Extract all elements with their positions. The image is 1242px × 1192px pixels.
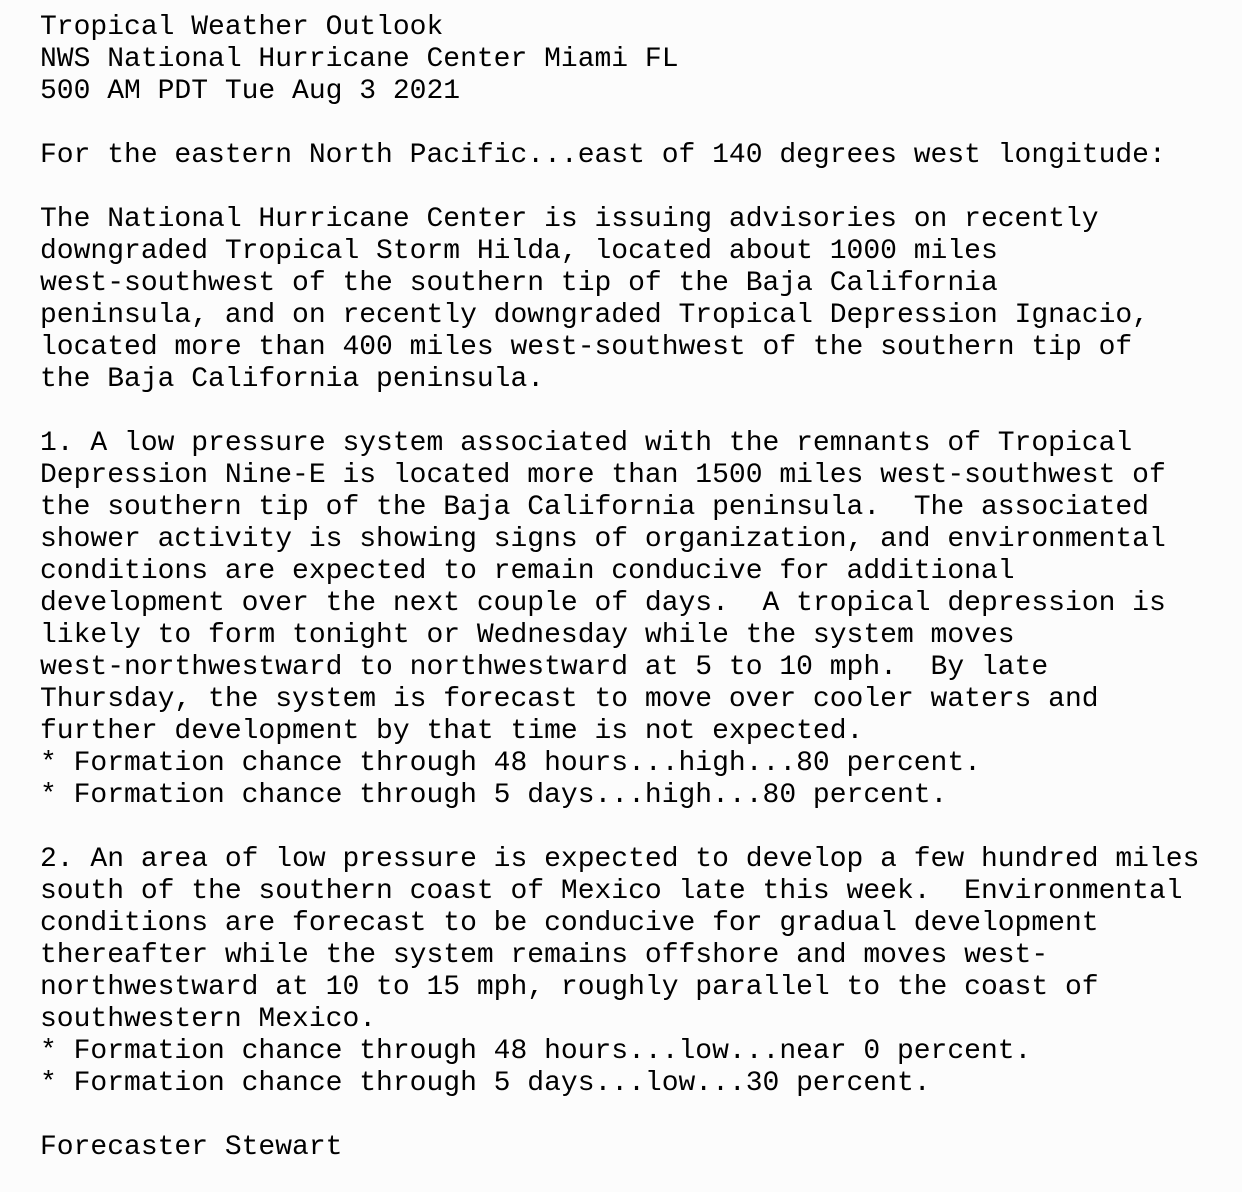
region-statement: For the eastern North Pacific...east of 140 degrees west longitude: xyxy=(40,140,1166,171)
system-1-line: development over the next couple of days. A tropical depression is xyxy=(40,588,1166,619)
outlook-text xyxy=(40,12,1199,1164)
system-2-line: northwestward at 10 to 15 mph, roughly parallel to the coast of xyxy=(40,972,1099,1003)
system-1-line: likely to form tonight or Wednesday while the system moves xyxy=(40,620,1015,651)
system-2-line: conditions are forecast to be conducive for gradual development xyxy=(40,908,1099,939)
system-1-line: further development by that time is not expected. xyxy=(40,716,864,747)
intro-line: west-southwest of the southern tip of the Baja California xyxy=(40,268,998,299)
system-1-chance-5d: * Formation chance through 5 days...high...80 percent. xyxy=(40,780,948,811)
system-2-line: thereafter while the system remains offshore and moves west- xyxy=(40,940,1049,971)
system-2-chance-5d: * Formation chance through 5 days...low...30 percent. xyxy=(40,1068,931,1099)
blank-line xyxy=(40,396,1199,428)
blank-line xyxy=(40,1100,1199,1132)
system-1-chance-48h: * Formation chance through 48 hours...high...80 percent. xyxy=(40,748,981,779)
forecaster-signature: Forecaster Stewart xyxy=(40,1132,343,1163)
system-2-line: south of the southern coast of Mexico late this week. Environmental xyxy=(40,876,1183,907)
system-1-line: conditions are expected to remain conducive for additional xyxy=(40,556,1015,587)
issue-time: 500 AM PDT Tue Aug 3 2021 xyxy=(40,76,461,107)
system-2-line: 2. An area of low pressure is expected to develop a few hundred miles xyxy=(40,844,1200,875)
outlook-title: Tropical Weather Outlook xyxy=(40,12,444,43)
system-2-chance-48h: * Formation chance through 48 hours...low...near 0 percent. xyxy=(40,1036,1032,1067)
intro-line: The National Hurricane Center is issuing advisories on recently xyxy=(40,204,1099,235)
system-1-line: shower activity is showing signs of organization, and environmental xyxy=(40,524,1166,555)
system-1-line: Thursday, the system is forecast to move over cooler waters and xyxy=(40,684,1099,715)
system-1-line: west-northwestward to northwestward at 5 to 10 mph. By late xyxy=(40,652,1049,683)
intro-line: the Baja California peninsula. xyxy=(40,364,545,395)
blank-line xyxy=(40,108,1199,140)
intro-line: located more than 400 miles west-southwest of the southern tip of xyxy=(40,332,1133,363)
intro-line: downgraded Tropical Storm Hilda, located about 1000 miles xyxy=(40,236,998,267)
issuing-office: NWS National Hurricane Center Miami FL xyxy=(40,44,679,75)
blank-line xyxy=(40,172,1199,204)
system-1-line: the southern tip of the Baja California peninsula. The associated xyxy=(40,492,1149,523)
intro-line: peninsula, and on recently downgraded Tropical Depression Ignacio, xyxy=(40,300,1149,331)
system-1-line: Depression Nine-E is located more than 1500 miles west-southwest of xyxy=(40,460,1166,491)
system-1-line: 1. A low pressure system associated with the remnants of Tropical xyxy=(40,428,1133,459)
system-2-line: southwestern Mexico. xyxy=(40,1004,377,1035)
blank-line xyxy=(40,812,1199,844)
